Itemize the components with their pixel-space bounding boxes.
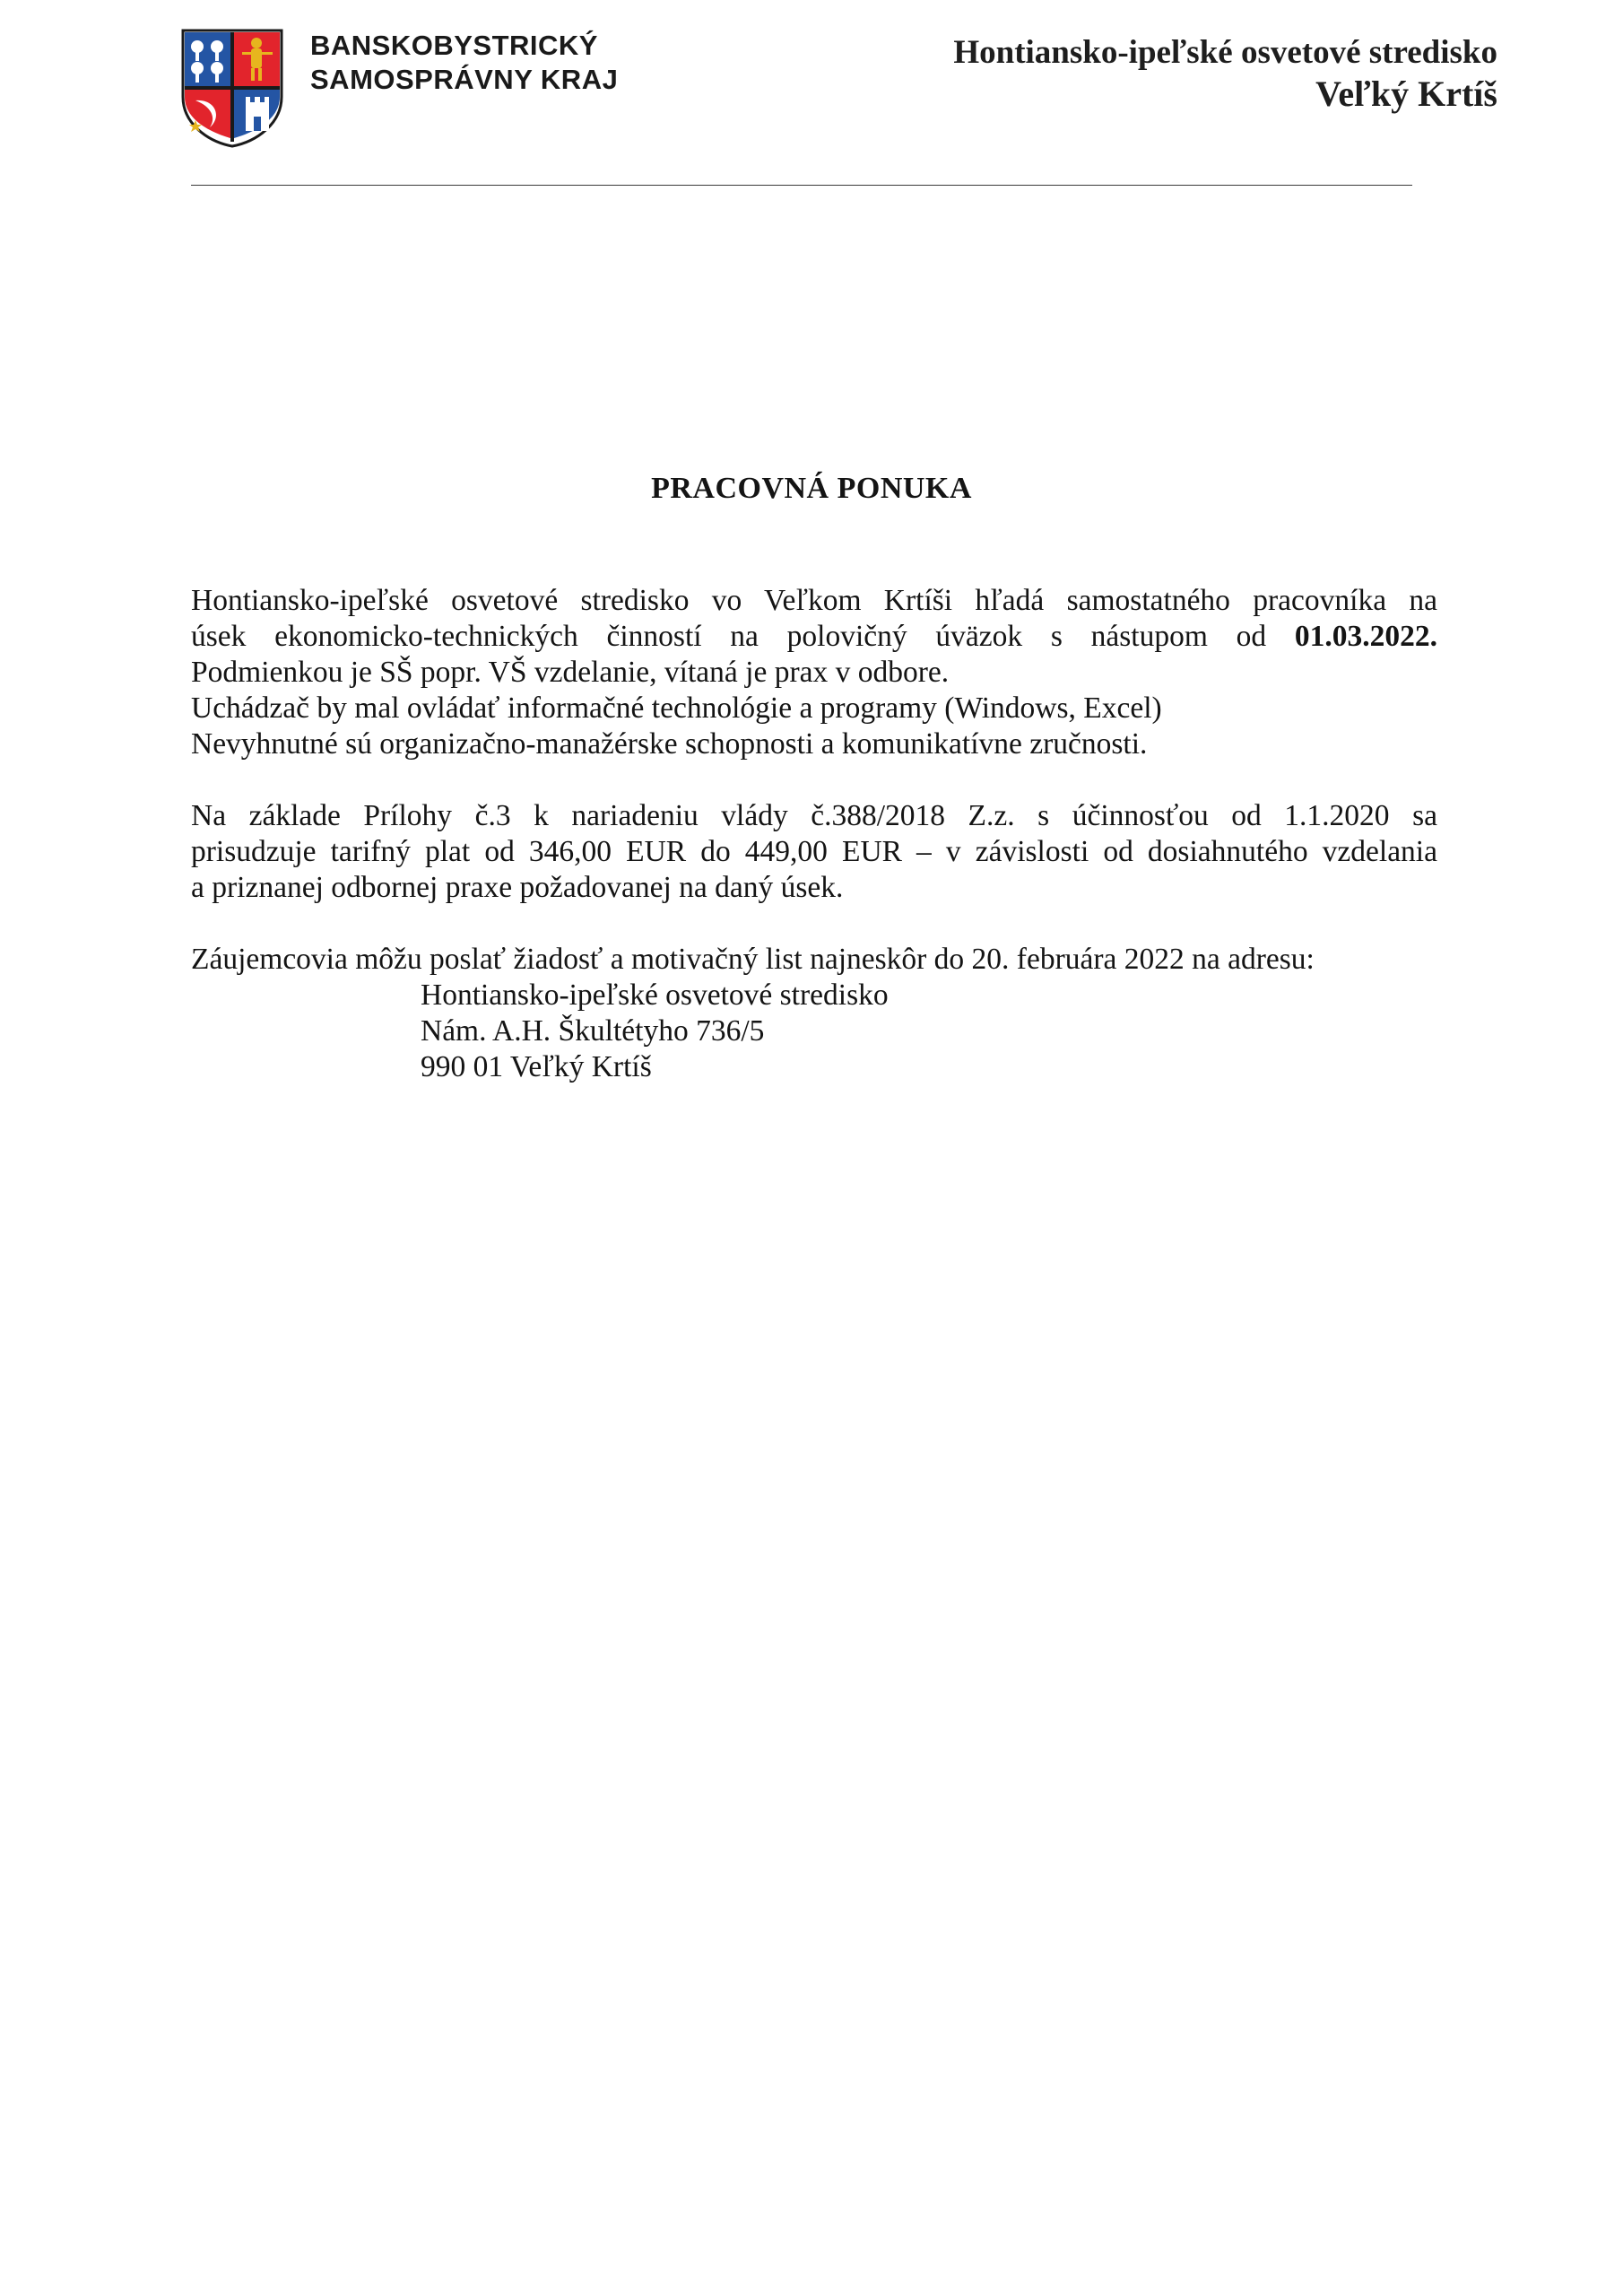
salary-paragraph — [191, 798, 1437, 906]
document-body — [191, 583, 1437, 1085]
paragraph-line: Uchádzač by mal ovládať informačné technológie a programy (Windows, Excel) — [191, 691, 1162, 725]
address-line: 990 01 Veľký Krtíš — [421, 1050, 652, 1083]
paragraph-line: Na základe Prílohy č.3 k nariadeniu vlády č.388/2018 Z.z. s účinnosťou od 1.1.2020 sa — [191, 799, 1437, 832]
paragraph-line — [191, 619, 1437, 655]
document-title: PRACOVNÁ PONUKA — [651, 472, 972, 505]
paragraph-line: Podmienkou je SŠ popr. VŠ vzdelanie, vítaná je prax v odbore. — [191, 656, 950, 689]
region-name — [310, 29, 618, 97]
letterhead — [0, 0, 1623, 206]
organization-name-line1: Hontiansko-ipeľské osvetové stredisko — [953, 34, 1497, 71]
paragraph-line-text: úsek ekonomicko-technických činností na polovičný úväzok s nástupom od — [191, 620, 1295, 653]
region-name-line1: BANSKOBYSTRICKÝ — [310, 30, 598, 61]
region-name-line2: SAMOSPRÁVNY KRAJ — [310, 64, 619, 95]
job-description-paragraph — [191, 583, 1437, 762]
paragraph-line: Záujemcovia môžu poslať žiadosť a motivačný list najneskôr do 20. februára 2022 na adresu: — [191, 943, 1315, 976]
paragraph-line: Nevyhnutné sú organizačno-manažérske schopnosti a komunikatívne zručnosti. — [191, 727, 1148, 761]
header-divider — [191, 185, 1412, 186]
start-date: 01.03.2022. — [1294, 620, 1437, 653]
address-line: Hontiansko-ipeľské osvetové stredisko — [421, 978, 889, 1012]
postal-address — [191, 978, 1437, 1085]
address-line: Nám. A.H. Škultétyho 736/5 — [421, 1014, 765, 1048]
paragraph-line: prisudzuje tarifný plat od 346,00 EUR do 449,00 EUR – v závislosti od dosiahnutého vzdelania — [191, 835, 1437, 868]
paragraph-line: Hontiansko-ipeľské osvetové stredisko vo Veľkom Krtíši hľadá samostatného pracovníka na — [191, 584, 1437, 617]
application-paragraph — [191, 942, 1437, 1085]
coat-of-arms-icon — [179, 27, 285, 149]
organization-city: Veľký Krtíš — [1315, 74, 1497, 114]
organization-name — [953, 32, 1497, 115]
paragraph-line: a priznanej odbornej praxe požadovanej na daný úsek. — [191, 871, 844, 904]
